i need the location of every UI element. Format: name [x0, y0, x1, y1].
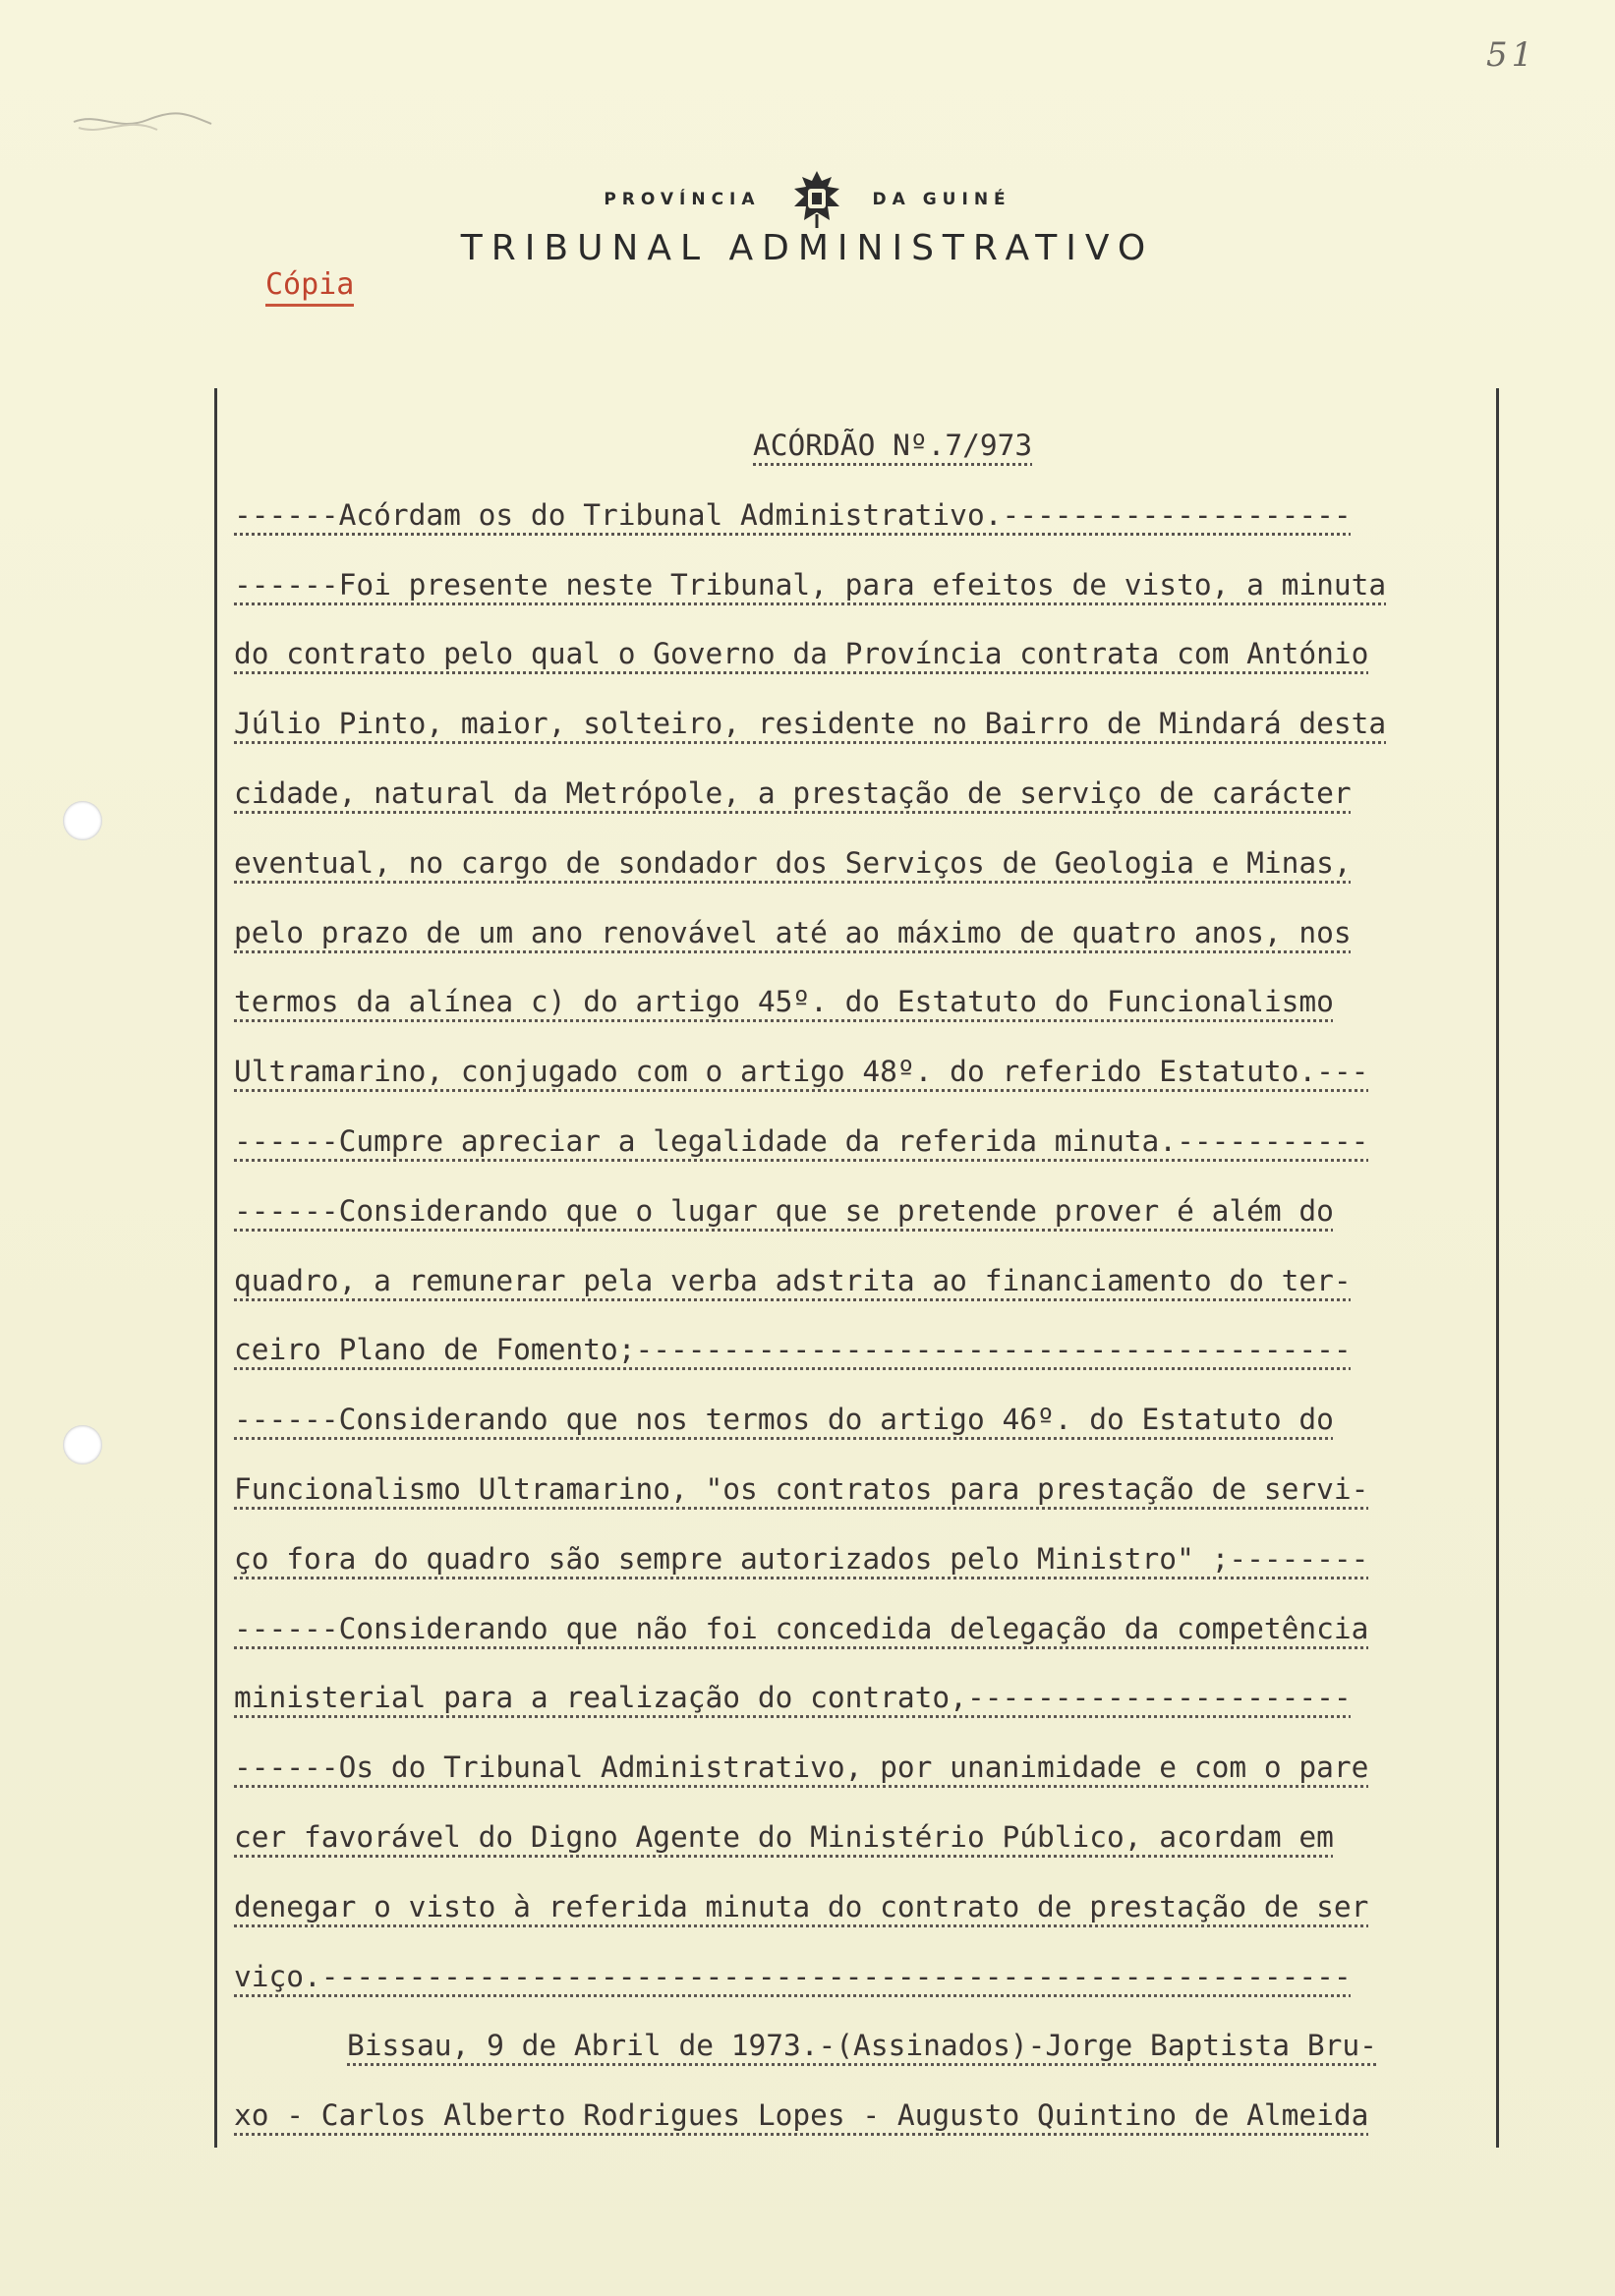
text-line: cer favorável do Digno Agente do Ministério Público, acordam em	[234, 1819, 1334, 1854]
letterhead-province: PROVÍNCIA	[604, 190, 761, 209]
letterhead	[0, 167, 1615, 232]
text-line: Ultramarino, conjugado com o artigo 48º. do referido Estatuto.---	[234, 1055, 1369, 1089]
ruling-title: ACÓRDÃO Nº.7/973	[753, 429, 1033, 462]
text-line: ------Considerando que o lugar que se pretende prover é além do	[234, 1193, 1334, 1228]
text-line: ------Os do Tribunal Administrativo, por unanimidade e com o pare	[234, 1751, 1369, 1785]
text-line: pelo prazo de um ano renovável até ao máximo de quatro anos, nos	[234, 915, 1352, 949]
punch-hole	[63, 801, 102, 840]
punch-hole	[63, 1425, 102, 1464]
text-line: ceiro Plano de Fomento;-----------------------------------------	[234, 1333, 1352, 1367]
text-line: termos da alínea c) do artigo 45º. do Estatuto do Funcionalismo	[234, 985, 1334, 1019]
institution-title: TRIBUNAL ADMINISTRATIVO	[460, 228, 1155, 268]
text-line: Júlio Pinto, maior, solteiro, residente no Bairro de Mindará desta	[234, 707, 1387, 741]
text-line: do contrato pelo qual o Governo da Província contrata com António	[234, 637, 1369, 671]
copy-stamp: Cópia	[265, 267, 354, 307]
text-line: viço.-----------------------------------------------------------	[234, 1959, 1352, 1993]
text-line: cidade, natural da Metrópole, a prestação de serviço de carácter	[234, 775, 1352, 810]
text-line: ------Considerando que nos termos do artigo 46º. do Estatuto do	[234, 1403, 1334, 1437]
ruling-text	[234, 411, 1502, 2151]
text-line: ------Cumpre apreciar a legalidade da referida minuta.-----------	[234, 1123, 1369, 1158]
page-blemish	[69, 102, 216, 142]
text-line: denegar o visto à referida minuta do contrato de prestação de ser	[234, 1889, 1369, 1923]
text-line: ------Foi presente neste Tribunal, para efeitos de visto, a minuta	[234, 567, 1387, 602]
page-number: 51	[1486, 35, 1537, 75]
left-margin-rule	[214, 388, 217, 2148]
text-line: quadro, a remunerar pela verba adstrita ao financiamento do ter-	[234, 1263, 1352, 1297]
text-line: Funcionalismo Ultramarino, "os contratos para prestação de servi-	[234, 1471, 1369, 1506]
text-line: ------Acórdam os do Tribunal Administrativo.--------------------	[234, 497, 1352, 532]
text-line: ministerial para a realização do contrato,----------------------	[234, 1681, 1352, 1715]
text-line: ço fora do quadro são sempre autorizados pelo Ministro" ;--------	[234, 1541, 1369, 1576]
signature-line: Bissau, 9 de Abril de 1973.-(Assinados)-Jorge Baptista Bru-	[347, 2029, 1377, 2063]
letterhead-region: DA GUINÉ	[872, 190, 1011, 209]
text-line: eventual, no cargo de sondador dos Serviços de Geologia e Minas,	[234, 845, 1352, 880]
coat-of-arms-icon	[784, 167, 849, 232]
text-line: ------Considerando que não foi concedida delegação da competência	[234, 1611, 1369, 1645]
signature-line: xo - Carlos Alberto Rodrigues Lopes - Augusto Quintino de Almeida	[234, 2098, 1369, 2133]
